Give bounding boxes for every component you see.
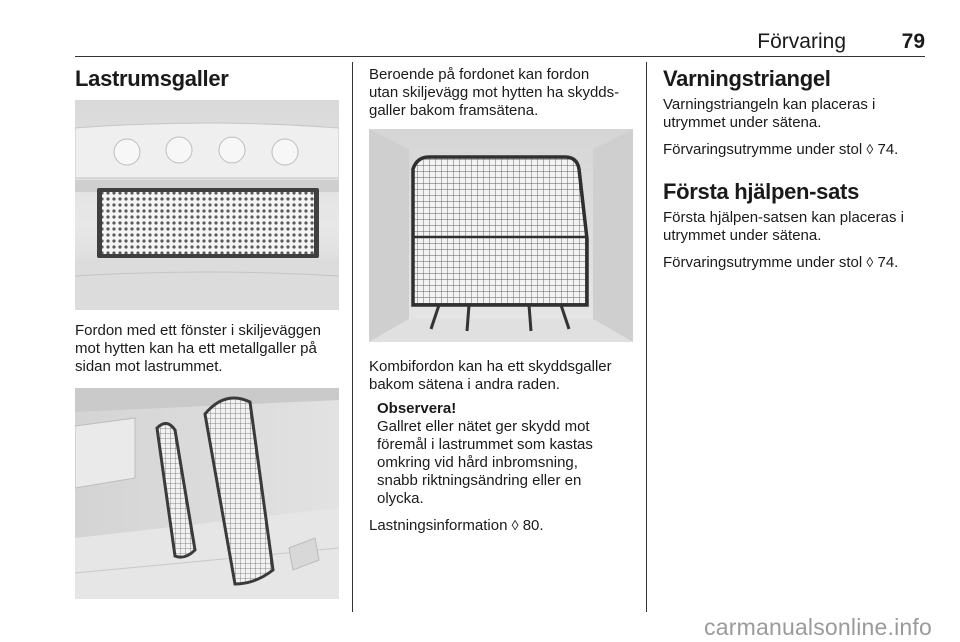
column-divider-1 [352, 62, 353, 612]
note-line: omkring vid hård inbromsning, [377, 454, 578, 471]
note-box [377, 400, 637, 508]
page-header [75, 30, 925, 52]
page-number: 79 [901, 30, 925, 53]
figure-cargo-net [75, 100, 339, 310]
ref-text: Förvaringsutrymme under stol [663, 254, 863, 271]
text-line: utrymmet under sätena. [663, 114, 822, 131]
note-title: Observera! [377, 400, 457, 417]
ref-text: Förvaringsutrymme under stol [663, 141, 863, 158]
text-line: Varningstriangeln kan placeras i [663, 96, 876, 113]
illustration-front-grille [369, 129, 633, 342]
text-line: utan skiljevägg mot hytten ha skydds- [369, 84, 620, 101]
col1-text [75, 322, 345, 376]
illustration-cargo-net [75, 100, 339, 310]
cross-reference-loading[interactable] [369, 516, 637, 535]
page-ref-arrow-icon: ◊ [511, 517, 519, 533]
cross-reference-storage-1[interactable] [663, 140, 925, 159]
ref-page: 80. [522, 517, 544, 534]
column-1 [75, 66, 340, 92]
note-line: snabb riktningsändring eller en [377, 472, 582, 489]
watermark: carmanualsonline.info [704, 614, 932, 640]
ref-page: 74. [877, 254, 899, 271]
ref-text: Lastningsinformation [369, 517, 508, 534]
text-line: sidan mot lastrummet. [75, 358, 223, 375]
text-line: utrymmet under sätena. [663, 227, 822, 244]
note-line: föremål i lastrummet som kastas [377, 436, 593, 453]
header-rule [75, 56, 925, 57]
text-line: bakom sätena i andra raden. [369, 376, 560, 393]
page-ref-arrow-icon: ◊ [866, 254, 874, 270]
note-line: olycka. [377, 490, 424, 507]
heading-lastrumsgaller: Lastrumsgaller [75, 66, 229, 91]
figure-partition-grilles [75, 388, 339, 599]
note-line: Gallret eller nätet ger skydd mot [377, 418, 590, 435]
ref-page: 74. [877, 141, 899, 158]
heading-forsta-hjalpen-sats: Första hjälpen-sats [663, 179, 860, 204]
text-line: Fordon med ett fönster i skiljeväggen [75, 322, 321, 339]
col2-intro [369, 66, 637, 120]
text-line: Första hjälpen-satsen kan placeras i [663, 209, 904, 226]
text-line: mot hytten kan ha ett metallgaller på [75, 340, 317, 357]
text-line: galler bakom framsätena. [369, 102, 539, 119]
section-title: Förvaring [757, 30, 846, 53]
cross-reference-storage-2[interactable] [663, 253, 925, 272]
column-3 [663, 66, 925, 272]
heading-varningstriangel: Varningstriangel [663, 66, 831, 91]
text-line: Kombifordon kan ha ett skyddsgaller [369, 358, 612, 375]
illustration-partition-grilles [75, 388, 339, 599]
text-line: Beroende på fordonet kan fordon [369, 66, 590, 83]
col2-body [369, 358, 637, 535]
page-ref-arrow-icon: ◊ [866, 141, 874, 157]
column-divider-2 [646, 62, 647, 612]
figure-front-grille [369, 129, 633, 342]
